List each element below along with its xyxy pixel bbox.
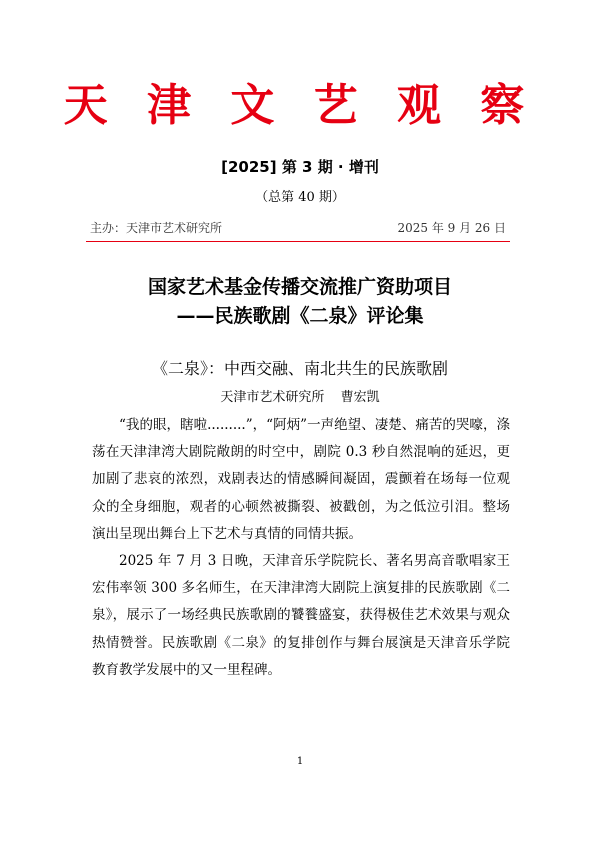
byline	[0, 386, 600, 405]
article-title: 《二泉》：中西交融、南北共生的民族歌剧	[151, 359, 448, 378]
issue-total: （总第 40 期）	[255, 190, 345, 205]
article-body	[92, 412, 510, 684]
issue-label: [2025] 第 3 期 · 增刊	[221, 158, 379, 176]
paragraph: 2025 年 7 月 3 日晚，天津音乐学院院长、著名男高音歌唱家王宏伟率领 300 多名师生，在天津津湾大剧院上演复排的民族歌剧《二泉》，展示了一场经典民族歌剧的饕餮盛宴，获得极佳艺术效果与观众热情赞誉。民族歌剧《二泉》的复排创作与舞台展演是天津音乐学院教育教学发展中的又一里程碑。	[92, 553, 510, 678]
author-name: 曹宏凯	[340, 390, 380, 405]
page-number: 1	[296, 756, 304, 767]
paragraph: “我的眼，瞎啦.........”，“阿炳”一声绝望、凄楚、痛苦的哭嚎，涤荡在天津津湾大剧院敞朗的时空中，剧院 0.3 秒自然混响的延迟，更加剧了悲哀的浓烈，戏剧表达的情感瞬间凝固，震颤着在场每一位观众的全身细胞，观者的心顿然被撕裂、被戳创，为之低泣引泪。整场演出呈现出舞台上下艺术与真情的同情共振。	[92, 417, 510, 542]
main-title-line1: 国家艺术基金传播交流推广资助项目	[147, 276, 452, 298]
header-divider	[86, 241, 510, 242]
author-org: 天津市艺术研究所	[220, 390, 325, 405]
meta-row	[90, 219, 506, 237]
publish-date: 2025 年 9 月 26 日	[397, 221, 506, 235]
sponsor-text: 主办：天津市艺术研究所	[90, 221, 223, 235]
main-title-line2: ——民族歌剧《二泉》评论集	[176, 305, 424, 327]
masthead-title: 天 津 文 艺 观 察	[63, 80, 537, 131]
